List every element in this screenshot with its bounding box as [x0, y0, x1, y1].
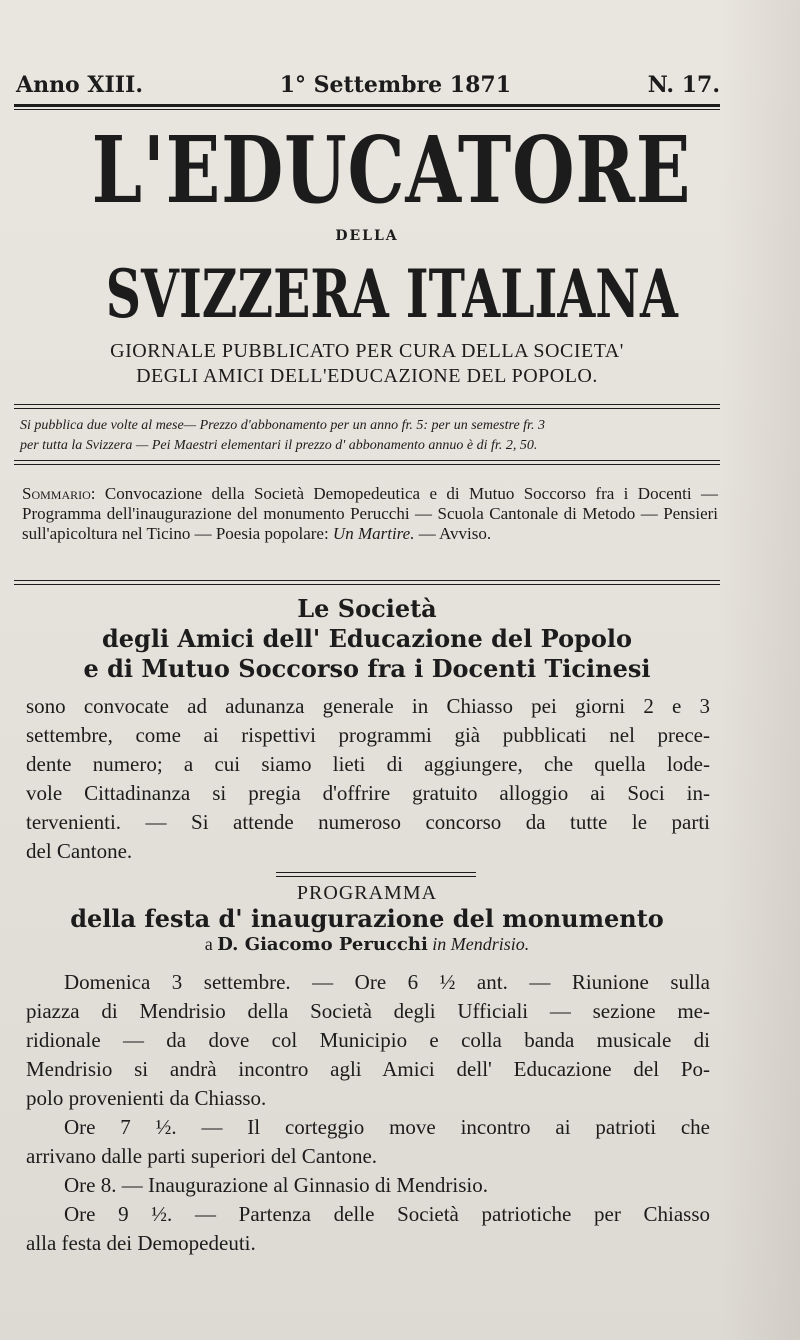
article-line: dente numero; a cui siamo lieti di aggiungere, che quella lode-	[26, 752, 710, 776]
issue-header	[16, 72, 720, 98]
masthead-title: L'EDUCATORE	[91, 116, 692, 224]
issue-number: N. 17.	[647, 72, 720, 98]
section-rule-1	[14, 580, 720, 581]
masthead-line-1: GIORNALE PUBBLICATO PER CURA DELLA SOCIETA'	[110, 340, 624, 362]
masthead-della: DELLA	[335, 228, 399, 244]
notice-line-1: Si pubblica due volte al mese— Prezzo d'abbonamento per un anno fr. 5: per un semestre fr. 3	[20, 418, 545, 433]
program-line: arrivano dalle parti superiori del Cantone.	[26, 1144, 378, 1168]
table-of-contents	[22, 484, 718, 544]
article-title-3: e di Mutuo Soccorso fra i Docenti Ticinesi	[83, 654, 651, 683]
program-line: Ore 9 ½. — Partenza delle Società patriotiche per Chiasso	[64, 1202, 710, 1226]
masthead-line-2: DEGLI AMICI DELL'EDUCAZIONE DEL POPOLO.	[136, 365, 598, 387]
notice-rule-top-2	[14, 408, 720, 409]
article-line: settembre, come ai rispettivi programmi già pubblicati nel prece-	[26, 723, 710, 747]
summary-label: Sommario:	[22, 484, 96, 503]
article-body	[26, 692, 710, 866]
notice-rule-top	[14, 404, 720, 405]
masthead-subtitle: SVIZZERA ITALIANA	[105, 255, 678, 333]
issue-date: 1° Settembre 1871	[279, 72, 511, 98]
program-line: Mendrisio si andrà incontro agli Amici dell' Educazione del Po-	[26, 1057, 710, 1081]
summary-text: Convocazione della Società Demopedeutica e di Mutuo Soccorso fra i Docenti — Programma dell'inaugurazione del monumento Perucchi — Scuola Cantonale di Metodo — Pensieri sull'apicoltura nel Ticino — Poesia popolare:	[22, 484, 719, 543]
program-line: Ore 7 ½. — Il corteggio move incontro ai patrioti che	[64, 1115, 710, 1139]
notice-rule-bottom-2	[14, 464, 720, 465]
summary-tail: — Avviso.	[418, 524, 492, 543]
notice-rule-bottom	[14, 460, 720, 461]
program-body	[26, 968, 710, 1258]
program-subtitle: della festa d' inaugurazione del monumento	[70, 904, 664, 933]
header-rule	[14, 104, 720, 107]
summary-poem: Un Martire.	[332, 524, 415, 543]
program-place: in Mendrisio.	[432, 934, 530, 954]
article-title-1: Le Società	[297, 594, 437, 623]
program-line: Ore 8. — Inaugurazione al Ginnasio di Mendrisio.	[64, 1173, 488, 1197]
article-line: sono convocate ad adunanza generale in Chiasso pei giorni 2 e 3	[26, 694, 710, 718]
program-line: ridionale — da dove col Municipio e colla banda musicale di	[26, 1028, 710, 1052]
program-rule-1	[276, 872, 476, 873]
program-line: polo provenienti da Chiasso.	[26, 1086, 267, 1110]
program-prefix: a	[204, 934, 213, 954]
program-line: piazza di Mendrisio della Società degli Ufficiali — sezione me-	[26, 999, 710, 1023]
page-edge-shadow	[720, 0, 800, 1340]
program-name: D. Giacomo Perucchi	[217, 934, 428, 955]
article-line: del Cantone.	[26, 839, 133, 863]
section-rule-2	[14, 584, 720, 585]
article-line: vole Cittadinanza si pregia d'offrire gratuito alloggio ai Soci in-	[26, 781, 710, 805]
program-line: alla festa dei Demopedeuti.	[26, 1231, 256, 1255]
header-rule-thin	[14, 109, 720, 110]
article-title-2: degli Amici dell' Educazione del Popolo	[102, 624, 632, 653]
program-line: Domenica 3 settembre. — Ore 6 ½ ant. — Riunione sulla	[64, 970, 710, 994]
notice-line-2: per tutta la Svizzera — Pei Maestri elementari il prezzo d' abbonamento annuo è di fr. 2, 50.	[20, 438, 538, 453]
issue-year: Anno XIII.	[16, 72, 143, 98]
program-title: PROGRAMMA	[296, 882, 438, 904]
program-rule-2	[276, 876, 476, 877]
subscription-notice	[20, 416, 720, 456]
program-honoree	[14, 934, 720, 955]
article-line: tervenienti. — Si attende numeroso concorso da tutte le parti	[26, 810, 710, 834]
